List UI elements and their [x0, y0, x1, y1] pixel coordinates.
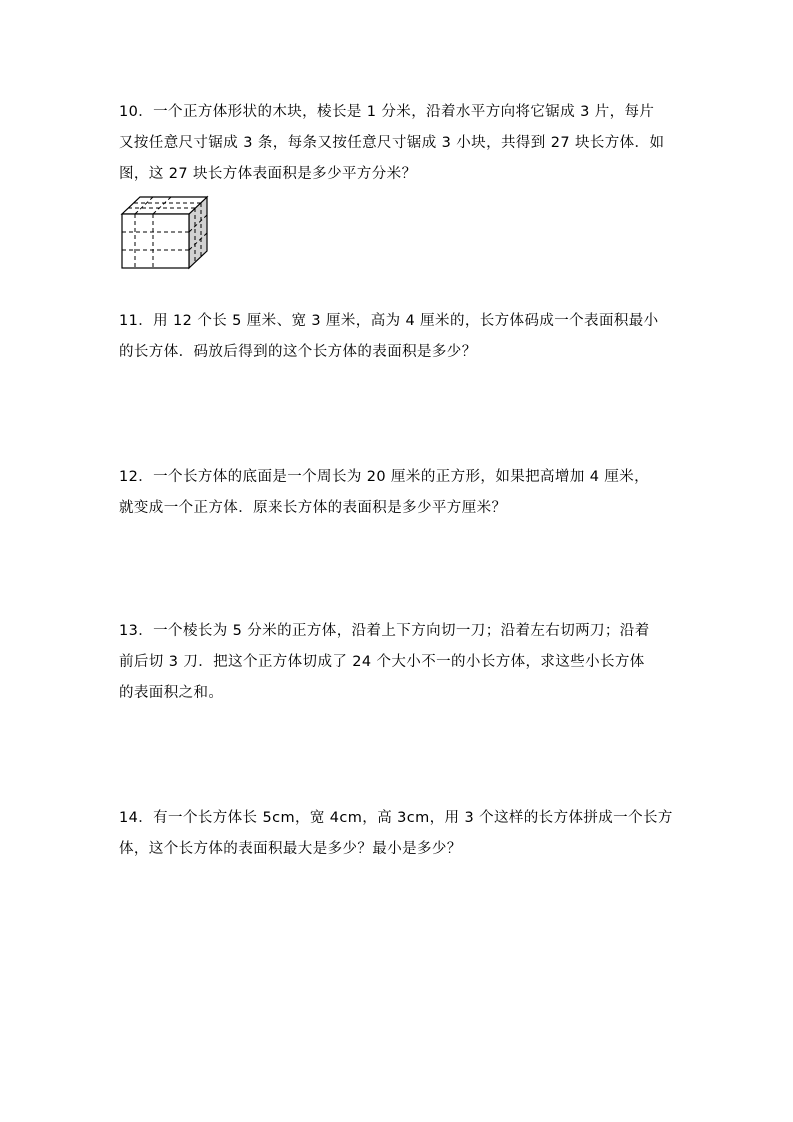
problem-13 [119, 616, 681, 709]
problem-13-line-1: 13．一个棱长为 5 分米的正方体，沿着上下方向切一刀；沿着左右切两刀；沿着 [119, 623, 650, 639]
problem-13-line-3: 的表面积之和。 [119, 685, 224, 701]
problem-14-line-1: 14．有一个长方体长 5cm，宽 4cm，高 3cm，用 3 个这样的长方体拼成一个长方 [119, 810, 673, 826]
problem-13-line-2: 前后切 3 刀．把这个正方体切成了 24 个大小不一的小长方体，求这些小长方体 [119, 654, 645, 670]
problem-12-line-1: 12．一个长方体的底面是一个周长为 20 厘米的正方形，如果把高增加 4 厘米， [119, 469, 650, 485]
problem-10 [119, 97, 681, 190]
problem-12-line-2: 就变成一个正方体．原来长方体的表面积是多少平方厘米？ [119, 500, 507, 516]
problem-10-line-2: 又按任意尺寸锯成 3 条，每条又按任意尺寸锯成 3 小块，共得到 27 块长方体．如 [119, 135, 665, 151]
problem-11-line-1: 11．用 12 个长 5 厘米、宽 3 厘米，高为 4 厘米的，长方体码成一个表面积最小 [119, 313, 659, 329]
problem-10-line-1: 10．一个正方体形状的木块，棱长是 1 分米，沿着水平方向将它锯成 3 片，每片 [119, 104, 655, 120]
cube-cut-figure [119, 194, 213, 272]
problem-14-line-2: 体，这个长方体的表面积最大是多少？最小是多少？ [119, 841, 462, 857]
cube-front-face [122, 214, 189, 268]
problem-11 [119, 306, 681, 368]
problem-14 [119, 803, 681, 865]
problem-12 [119, 462, 681, 524]
problem-10-line-3: 图，这 27 块长方体表面积是多少平方分米？ [119, 166, 417, 182]
problem-11-line-2: 的长方体．码放后得到的这个长方体的表面积是多少？ [119, 344, 477, 360]
